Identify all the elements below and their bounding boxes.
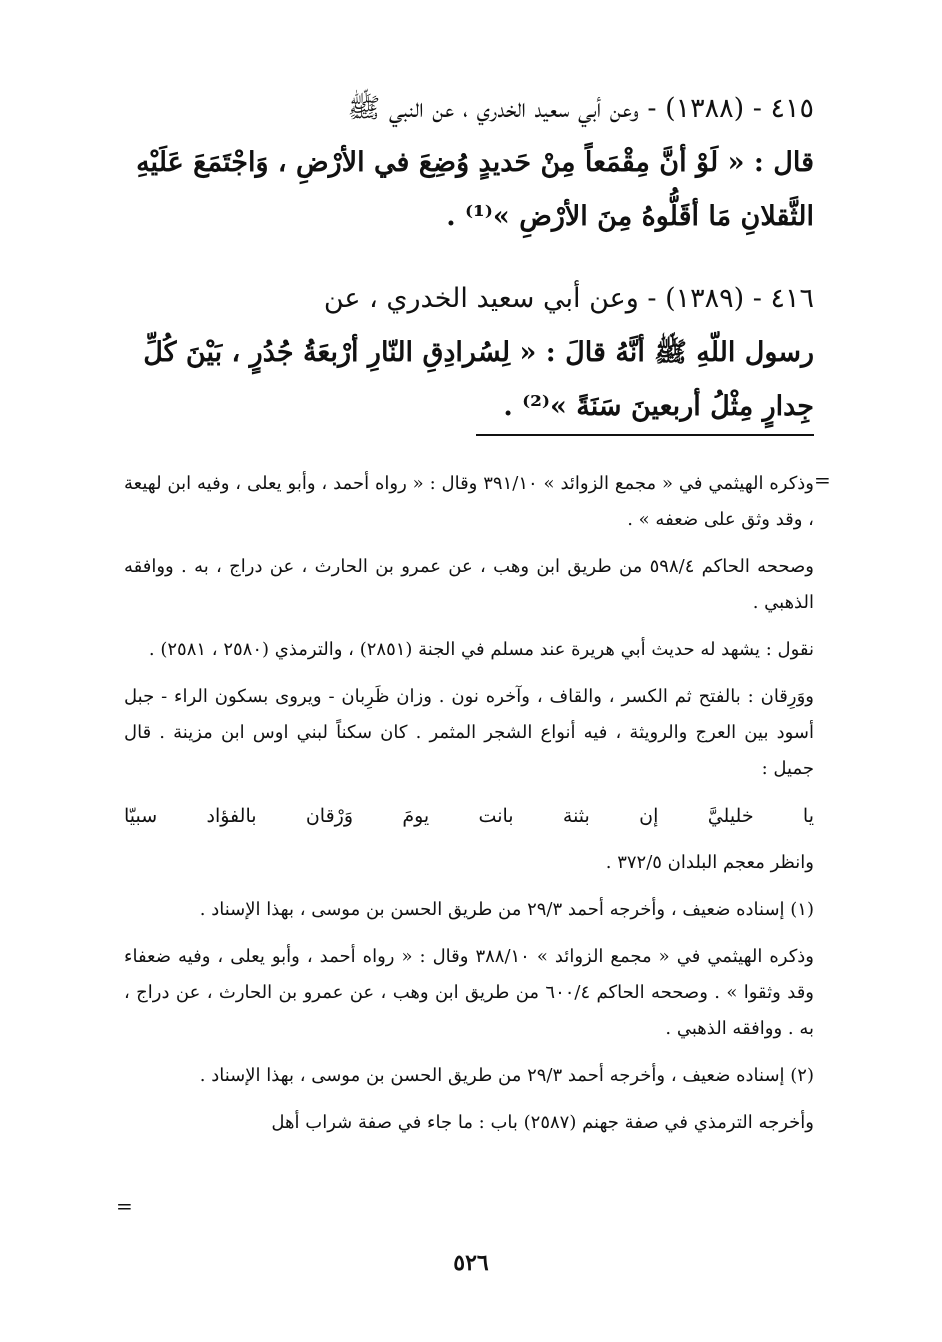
footnote-paragraph: وأخرجه الترمذي في صفة جهنم (٢٥٨٧) باب : ما جاء في صفة شراب أهل — [271, 1112, 814, 1133]
hadith-line: ٤١٦ - (١٣٨٩) - وعن أبي سعيد الخدري ، عن — [323, 283, 814, 314]
hadith-line: ٤١٥ - (١٣٨٨) - وعن أبي سعيد الخدري ، عن النبي ﷺ — [347, 93, 814, 124]
hadith-416 — [118, 272, 814, 434]
footnote-paragraph: وذكره الهيثمي في « مجمع الزوائد » ٣٨٨/١٠ وقال : « رواه أحمد ، وأبو يعلى ، وفيه ضعفاء وقد وثقوا » . وصححه الحاكم ٦٠٠/٤ من طريق ابن وهب ، عن عمرو بن الحارث ، عن دراج ، به . ووافقه الذهبي . — [124, 946, 814, 1039]
hadith-line: جِدارٍ مِثْلُ أربعينَ سَنَةً »⁽²⁾ . — [503, 391, 814, 422]
footnote-paragraph: وانظر معجم البلدان ٣٧٢/٥ . — [605, 852, 814, 873]
continuation-mark: = — [116, 1194, 133, 1218]
hadith-line: قال : « لَوْ أنَّ مِقْمَعاً مِنْ حَديدٍ وُضِعَ في الأرْضِ ، وَاجْتَمَعَ عَلَيْهِ — [136, 147, 814, 178]
continuation-mark: = — [814, 468, 831, 492]
poem-verse: يا خليليَّ إن بثنة بانت يومَ وَرْقان بالفؤاد سبيّا — [124, 805, 814, 827]
hadith-415 — [118, 82, 814, 244]
footnote-paragraph: وصححه الحاكم ٥٩٨/٤ من طريق ابن وهب ، عن عمرو بن الحارث ، عن دراج ، به . ووافقه الذهبي . — [124, 556, 814, 613]
footnote-paragraph: وذكره الهيثمي في « مجمع الزوائد » ٣٩١/١٠ وقال : « رواه أحمد ، وأبو يعلى ، وفيه ابن لهيعة ، وقد وثق على ضعفه » . — [124, 473, 815, 530]
footnote-paragraph: ووَرِقان : بالفتح ثم الكسر ، والقاف ، وآخره نون . وزان ظَرِبان - ويروى بسكون الراء - جبل أسود بين العرج والرويثة ، فيه أنواع الشجر المثمر . كان سكناً لبني اوس ابن مزينة . قال جميل : — [124, 686, 814, 779]
hadith-line: الثَّقلانِ مَا أقَلُّوهُ مِنَ الأرْضِ »⁽¹⁾ . — [446, 201, 814, 232]
footnote-paragraph: (١) إسناده ضعيف ، وأخرجه أحمد ٢٩/٣ من طريق الحسن بن موسى ، بهذا الإسناد . — [199, 899, 814, 920]
footnote-divider — [476, 434, 814, 436]
footnote-paragraph: نقول : يشهد له حديث أبي هريرة عند مسلم في الجنة (٢٨٥١) ، والترمذي (٢٥٨٠ ، ٢٥٨١) . — [148, 639, 814, 660]
page-number: ٥٢٦ — [453, 1250, 489, 1276]
footnotes — [124, 466, 814, 1152]
footnote-paragraph: (٢) إسناده ضعيف ، وأخرجه أحمد ٢٩/٣ من طريق الحسن بن موسى ، بهذا الإسناد . — [199, 1065, 814, 1086]
hadith-line: رسول اللّهِ ﷺ أنَّهُ قالَ : « لِسُرادِقِ النّارِ أرْبعَةُ جُدُرٍ ، بَيْنَ كُلِّ — [143, 337, 814, 368]
